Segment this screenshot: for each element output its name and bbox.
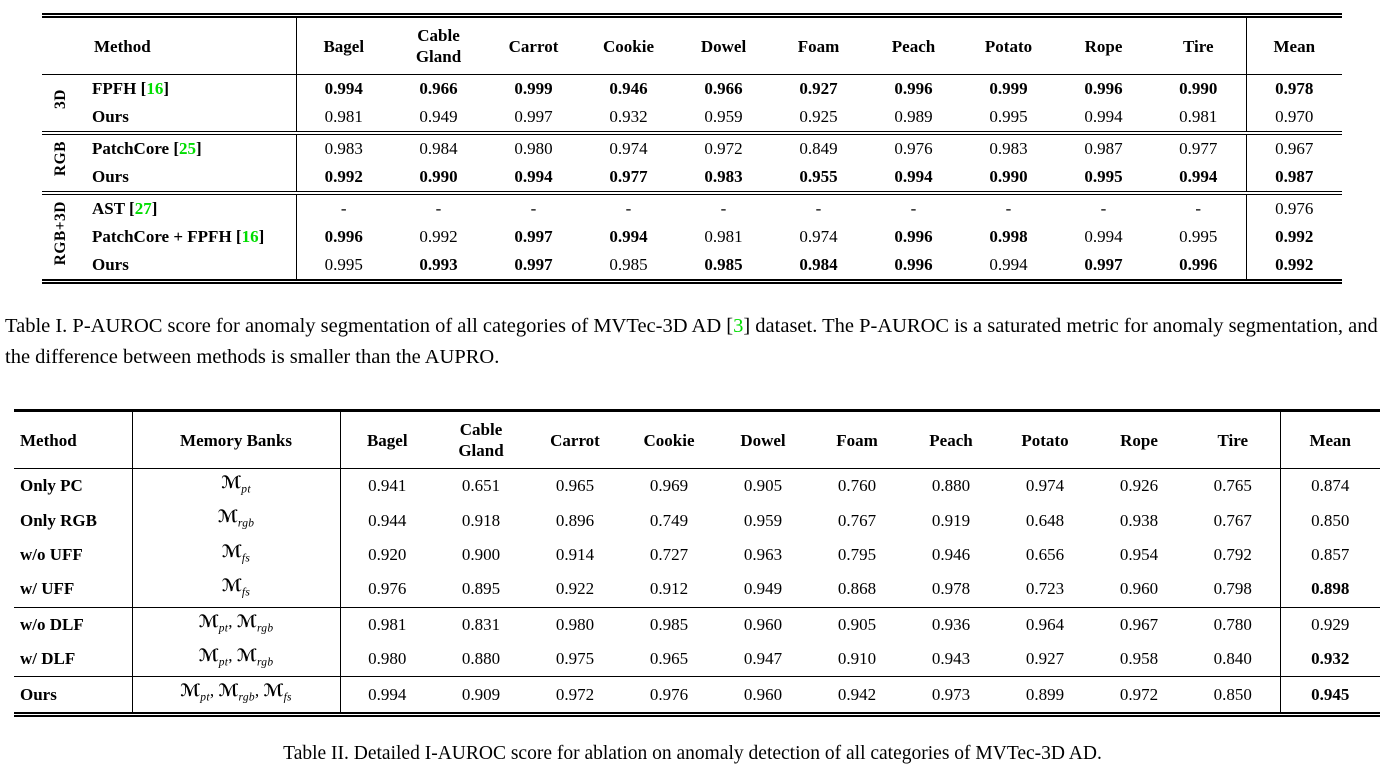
method-name: PatchCore + FPFH xyxy=(92,227,232,246)
score-cell: 0.959 xyxy=(743,510,783,530)
score-cell: 0.905 xyxy=(837,614,877,634)
score-cell: 0.994 xyxy=(514,167,553,186)
col-header: Potato xyxy=(984,36,1033,56)
col-header: Cable Gland xyxy=(415,26,462,66)
score-cell: 0.976 xyxy=(894,139,933,158)
method-cell: Only RGB xyxy=(14,503,132,537)
col-header: Carrot xyxy=(550,430,600,450)
col-header: Bagel xyxy=(366,430,408,450)
group-rgb xyxy=(42,133,1342,193)
group-3d xyxy=(42,75,1342,134)
score-cell: 0.996 xyxy=(324,227,363,246)
table-row xyxy=(42,103,1342,133)
table-1-pauroc xyxy=(42,13,1342,284)
table-row xyxy=(42,223,1342,251)
memory-banks-cell xyxy=(132,572,340,607)
citation-link[interactable]: 27 xyxy=(134,199,152,218)
group-label: RGB+3D xyxy=(52,200,70,266)
score-cell: 0.880 xyxy=(931,476,971,496)
citation-link[interactable]: 16 xyxy=(241,227,259,246)
score-cell: 0.966 xyxy=(419,79,458,98)
caption-text: ] dataset. The P-AUROC is a saturated metric for anomaly segmentation, and the difference between methods is smaller than the AUPRO. xyxy=(5,315,1378,368)
method-cell: w/ DLF xyxy=(14,642,132,677)
score-cell: 0.958 xyxy=(1119,649,1159,669)
memory-bank-symbol: ℳ xyxy=(180,681,201,702)
mean-cell: 0.976 xyxy=(1246,193,1342,223)
score-cell: 0.914 xyxy=(555,544,595,564)
score-cell: 0.938 xyxy=(1119,510,1159,530)
score-cell: 0.985 xyxy=(609,255,648,274)
ablation-group-1 xyxy=(14,469,1380,608)
method-cell xyxy=(80,103,296,133)
score-cell: 0.981 xyxy=(704,227,743,246)
score-cell: 0.795 xyxy=(837,544,877,564)
score-cell: 0.980 xyxy=(555,614,595,634)
method-cell: FPFH [16] xyxy=(80,75,296,104)
memory-bank-subscript: fs xyxy=(241,552,251,565)
memory-banks-cell xyxy=(132,538,340,572)
score-cell: 0.976 xyxy=(649,684,689,704)
table-row xyxy=(14,503,1380,537)
score-cell: 0.767 xyxy=(837,510,877,530)
score-cell: 0.963 xyxy=(743,544,783,564)
header-row xyxy=(42,16,1342,75)
memory-bank-subscript: pt xyxy=(218,621,229,634)
col-header: Tire xyxy=(1217,430,1249,450)
score-cell: 0.749 xyxy=(649,510,689,530)
col-header: Dowel xyxy=(740,430,786,450)
col-header: Rope xyxy=(1084,36,1123,56)
table-header xyxy=(14,411,1380,469)
col-header: Foam xyxy=(797,36,840,56)
score-cell: 0.994 xyxy=(1179,167,1218,186)
method-cell: w/o UFF xyxy=(14,538,132,572)
col-header: Foam xyxy=(836,430,878,450)
score-cell: 0.946 xyxy=(931,544,971,564)
header-row xyxy=(14,411,1380,469)
score-cell: 0.975 xyxy=(555,649,595,669)
memory-bank-symbol: ℳ xyxy=(221,541,242,562)
score-cell: 0.899 xyxy=(1025,684,1065,704)
score-cell: 0.994 xyxy=(989,255,1028,274)
score-cell: 0.926 xyxy=(1119,476,1159,496)
method-name: FPFH xyxy=(92,79,137,98)
score-cell: 0.927 xyxy=(799,79,838,98)
score-cell: 0.850 xyxy=(1213,684,1252,704)
score-cell: 0.994 xyxy=(609,227,648,246)
score-cell: 0.949 xyxy=(419,107,458,126)
method-cell: Ours xyxy=(14,677,132,714)
memory-bank-symbol: ℳ xyxy=(198,611,219,632)
score-cell: 0.909 xyxy=(461,684,501,704)
table-row xyxy=(42,251,1342,282)
score-cell: - xyxy=(720,199,727,218)
score-cell: 0.896 xyxy=(555,510,595,530)
col-header: Potato xyxy=(1021,430,1069,450)
mean-cell: 0.992 xyxy=(1246,223,1342,251)
score-cell: 0.976 xyxy=(368,579,407,599)
memory-bank-symbol: ℳ xyxy=(236,645,257,666)
col-header-method: Method xyxy=(14,411,132,469)
score-cell: 0.912 xyxy=(649,579,689,599)
group-label: 3D xyxy=(52,89,70,109)
score-cell: 0.981 xyxy=(368,614,407,634)
method-cell xyxy=(80,251,296,282)
col-header: Tire xyxy=(1182,36,1214,56)
col-header: Dowel xyxy=(700,36,747,56)
method-name: Ours xyxy=(92,167,129,186)
score-cell: 0.944 xyxy=(368,510,407,530)
score-cell: 0.995 xyxy=(1179,227,1218,246)
score-cell: 0.651 xyxy=(461,476,501,496)
score-cell: 0.998 xyxy=(989,227,1028,246)
score-cell: 0.831 xyxy=(461,614,501,634)
mean-cell: 0.932 xyxy=(1280,642,1380,677)
col-header-mean: Mean xyxy=(1246,16,1342,75)
score-cell: 0.960 xyxy=(1119,579,1159,599)
score-cell: 0.972 xyxy=(555,684,595,704)
mean-cell: 0.978 xyxy=(1246,75,1342,104)
memory-banks-cell: ℳ$_{pt}$, ℳ$_{rgb}$ xyxy=(132,607,340,642)
col-header: Rope xyxy=(1120,430,1158,450)
score-cell: - xyxy=(625,199,632,218)
score-cell: 0.990 xyxy=(1179,79,1218,98)
group-label: RGB xyxy=(52,141,70,177)
score-cell: 0.977 xyxy=(609,167,648,186)
caption-text: Table I. P-AUROC score for anomaly segmentation of all categories of MVTec-3D AD [ xyxy=(5,315,734,337)
memory-bank-subscript: pt xyxy=(241,483,251,496)
score-cell: 0.895 xyxy=(461,579,501,599)
score-cell: 0.780 xyxy=(1213,614,1252,634)
score-cell: 0.955 xyxy=(799,167,838,186)
score-cell: 0.999 xyxy=(989,79,1028,98)
method-name: AST xyxy=(92,199,125,218)
table-2-caption: Table II. Detailed I-AUROC score for ablation on anomaly detection of all categories of MVTec-3D AD. xyxy=(283,742,1102,764)
score-cell: 0.997 xyxy=(514,255,553,274)
mean-cell: 0.898 xyxy=(1280,572,1380,607)
mean-cell: 0.945 xyxy=(1280,677,1380,714)
ablation-group-3 xyxy=(14,677,1380,714)
score-cell: 0.994 xyxy=(368,684,407,704)
score-cell: 0.932 xyxy=(609,107,648,126)
score-cell: 0.880 xyxy=(461,649,501,669)
score-cell: 0.973 xyxy=(931,684,971,704)
group-label-cell xyxy=(42,75,80,134)
score-cell: 0.974 xyxy=(609,139,648,158)
col-header: Bagel xyxy=(323,36,365,56)
score-cell: 0.960 xyxy=(743,614,783,634)
memory-bank-symbol: ℳ xyxy=(198,645,219,666)
score-cell: 0.985 xyxy=(704,255,743,274)
score-cell: 0.981 xyxy=(1179,107,1218,126)
score-cell: 0.993 xyxy=(419,255,458,274)
col-header: Cookie xyxy=(603,36,655,56)
score-cell: 0.723 xyxy=(1025,579,1065,599)
score-cell: - xyxy=(1100,199,1107,218)
score-cell: 0.965 xyxy=(649,649,689,669)
score-cell: 0.947 xyxy=(743,649,783,669)
score-cell: 0.972 xyxy=(704,139,743,158)
score-cell: 0.905 xyxy=(743,476,783,496)
score-cell: 0.946 xyxy=(609,79,648,98)
mean-cell: 0.987 xyxy=(1246,163,1342,193)
score-cell: 0.994 xyxy=(1084,107,1123,126)
col-header: Carrot xyxy=(508,36,559,56)
score-cell: 0.987 xyxy=(1084,139,1123,158)
score-cell: 0.997 xyxy=(514,227,553,246)
col-header-mean: Mean xyxy=(1280,411,1380,469)
col-header-memory-banks: Memory Banks xyxy=(132,411,340,469)
score-cell: 0.927 xyxy=(1025,649,1065,669)
memory-bank-symbol: ℳ xyxy=(221,576,242,597)
table-header xyxy=(42,16,1342,75)
memory-bank-symbol: ℳ xyxy=(218,681,239,702)
score-cell: 0.959 xyxy=(704,107,743,126)
score-cell: 0.992 xyxy=(324,167,363,186)
score-cell: 0.974 xyxy=(1025,476,1065,496)
method-name: Ours xyxy=(92,107,129,126)
score-cell: 0.910 xyxy=(837,649,877,669)
col-header: Cookie xyxy=(643,430,695,450)
col-header: Peach xyxy=(929,430,973,450)
score-cell: 0.999 xyxy=(514,79,553,98)
score-cell: 0.727 xyxy=(649,544,689,564)
score-cell: 0.995 xyxy=(989,107,1028,126)
table-1-caption xyxy=(5,311,1380,373)
col-header: Peach xyxy=(891,36,936,56)
score-cell: 0.996 xyxy=(894,79,933,98)
score-cell: 0.949 xyxy=(743,579,783,599)
score-cell: 0.989 xyxy=(894,107,933,126)
mean-cell: 0.850 xyxy=(1280,503,1380,537)
memory-banks-cell: ℳ$_{pt}$, ℳ$_{rgb}$ xyxy=(132,642,340,677)
score-cell: 0.936 xyxy=(931,614,971,634)
memory-bank-subscript: pt xyxy=(218,656,229,669)
score-cell: 0.984 xyxy=(419,139,458,158)
method-name: Ours xyxy=(92,255,129,274)
table-row xyxy=(14,469,1380,504)
score-cell: 0.994 xyxy=(894,167,933,186)
table-row xyxy=(42,75,1342,104)
mean-cell: 0.992 xyxy=(1246,251,1342,282)
method-cell: PatchCore [25] xyxy=(80,133,296,163)
group-label-cell xyxy=(42,133,80,193)
memory-bank-symbol: ℳ xyxy=(236,611,257,632)
score-cell: 0.765 xyxy=(1213,476,1252,496)
table-row xyxy=(14,538,1380,572)
citation-link[interactable]: 25 xyxy=(179,139,197,158)
method-cell: Only PC xyxy=(14,469,132,504)
score-cell: 0.966 xyxy=(704,79,743,98)
mean-cell: 0.970 xyxy=(1246,103,1342,133)
score-cell: 0.995 xyxy=(1084,167,1123,186)
memory-banks-cell xyxy=(132,503,340,537)
score-cell: 0.849 xyxy=(799,139,838,158)
score-cell: 0.900 xyxy=(461,544,501,564)
method-name: PatchCore xyxy=(92,139,170,158)
score-cell: 0.983 xyxy=(989,139,1028,158)
memory-bank-symbol: ℳ xyxy=(263,681,284,702)
score-cell: - xyxy=(435,199,442,218)
memory-bank-subscript: rgb xyxy=(237,517,255,530)
score-cell: 0.992 xyxy=(419,227,458,246)
mean-cell: 0.929 xyxy=(1280,607,1380,642)
score-cell: 0.990 xyxy=(989,167,1028,186)
score-cell: 0.980 xyxy=(514,139,553,158)
mean-cell: 0.857 xyxy=(1280,538,1380,572)
col-header: Cable Gland xyxy=(458,420,504,460)
table-row xyxy=(14,677,1380,714)
memory-bank-subscript: rgb xyxy=(256,656,274,669)
group-label-cell xyxy=(42,193,80,282)
score-cell: 0.918 xyxy=(461,510,501,530)
score-cell: 0.997 xyxy=(1084,255,1123,274)
table-row xyxy=(14,572,1380,607)
score-cell: - xyxy=(815,199,822,218)
score-cell: 0.798 xyxy=(1213,579,1252,599)
memory-bank-subscript: rgb xyxy=(256,621,274,634)
score-cell: 0.868 xyxy=(837,579,877,599)
score-cell: 0.943 xyxy=(931,649,971,669)
score-cell: 0.996 xyxy=(1084,79,1123,98)
score-cell: - xyxy=(1195,199,1202,218)
score-cell: 0.969 xyxy=(649,476,689,496)
score-cell: 0.985 xyxy=(649,614,689,634)
score-cell: 0.922 xyxy=(555,579,595,599)
score-cell: 0.974 xyxy=(799,227,838,246)
score-cell: 0.994 xyxy=(1084,227,1123,246)
score-cell: 0.920 xyxy=(368,544,407,564)
ablation-group-2 xyxy=(14,607,1380,677)
score-cell: 0.997 xyxy=(514,107,553,126)
score-cell: 0.981 xyxy=(324,107,363,126)
score-cell: 0.983 xyxy=(324,139,363,158)
memory-bank-subscript: rgb xyxy=(238,691,255,704)
citation-link[interactable]: 3 xyxy=(733,315,744,337)
memory-banks-cell xyxy=(132,469,340,504)
score-cell: 0.972 xyxy=(1119,684,1159,704)
memory-bank-symbol: ℳ xyxy=(217,507,238,528)
score-cell: 0.840 xyxy=(1213,649,1252,669)
score-cell: 0.995 xyxy=(324,255,363,274)
score-cell: 0.960 xyxy=(743,684,783,704)
score-cell: 0.983 xyxy=(704,167,743,186)
score-cell: 0.994 xyxy=(324,79,363,98)
memory-bank-subscript: fs xyxy=(241,586,251,599)
score-cell: 0.980 xyxy=(368,649,407,669)
group-rgb-3d xyxy=(42,193,1342,282)
memory-bank-subscript: pt xyxy=(200,691,210,704)
score-cell: 0.967 xyxy=(1119,614,1159,634)
score-cell: 0.990 xyxy=(419,167,458,186)
score-cell: 0.964 xyxy=(1025,614,1065,634)
score-cell: 0.978 xyxy=(931,579,971,599)
mean-cell: 0.967 xyxy=(1246,133,1342,163)
method-cell: PatchCore + FPFH [16] xyxy=(80,223,296,251)
memory-bank-symbol: ℳ xyxy=(221,473,242,493)
table-2-iauroc-ablation xyxy=(14,409,1380,717)
score-cell: 0.977 xyxy=(1179,139,1218,158)
score-cell: 0.648 xyxy=(1025,510,1065,530)
score-cell: - xyxy=(340,199,347,218)
table-row xyxy=(42,193,1342,223)
score-cell: 0.767 xyxy=(1213,510,1252,530)
score-cell: 0.760 xyxy=(837,476,877,496)
score-cell: 0.954 xyxy=(1119,544,1159,564)
score-cell: 0.996 xyxy=(1179,255,1218,274)
method-cell: w/o DLF xyxy=(14,607,132,642)
score-cell: 0.792 xyxy=(1213,544,1252,564)
score-cell: - xyxy=(1005,199,1012,218)
mean-cell: 0.874 xyxy=(1280,469,1380,504)
score-cell: 0.996 xyxy=(894,255,933,274)
memory-banks-cell: ℳ$_{pt}$, ℳ$_{rgb}$, ℳ$_{fs}$ xyxy=(132,677,340,714)
memory-bank-subscript: fs xyxy=(283,691,292,704)
method-cell: AST [27] xyxy=(80,193,296,223)
score-cell: 0.919 xyxy=(931,510,971,530)
score-cell: 0.941 xyxy=(368,476,407,496)
score-cell: 0.996 xyxy=(894,227,933,246)
score-cell: - xyxy=(910,199,917,218)
score-cell: 0.656 xyxy=(1025,544,1065,564)
table-row xyxy=(42,163,1342,193)
table-row xyxy=(14,642,1380,677)
method-cell: w/ UFF xyxy=(14,572,132,607)
table-row xyxy=(42,133,1342,163)
score-cell: - xyxy=(530,199,537,218)
score-cell: 0.965 xyxy=(555,476,595,496)
col-header-method: Method xyxy=(42,16,296,75)
score-cell: 0.925 xyxy=(799,107,838,126)
table-row xyxy=(14,607,1380,642)
score-cell: 0.984 xyxy=(799,255,838,274)
score-cell: 0.942 xyxy=(837,684,877,704)
method-cell xyxy=(80,163,296,193)
citation-link[interactable]: 16 xyxy=(146,79,164,98)
